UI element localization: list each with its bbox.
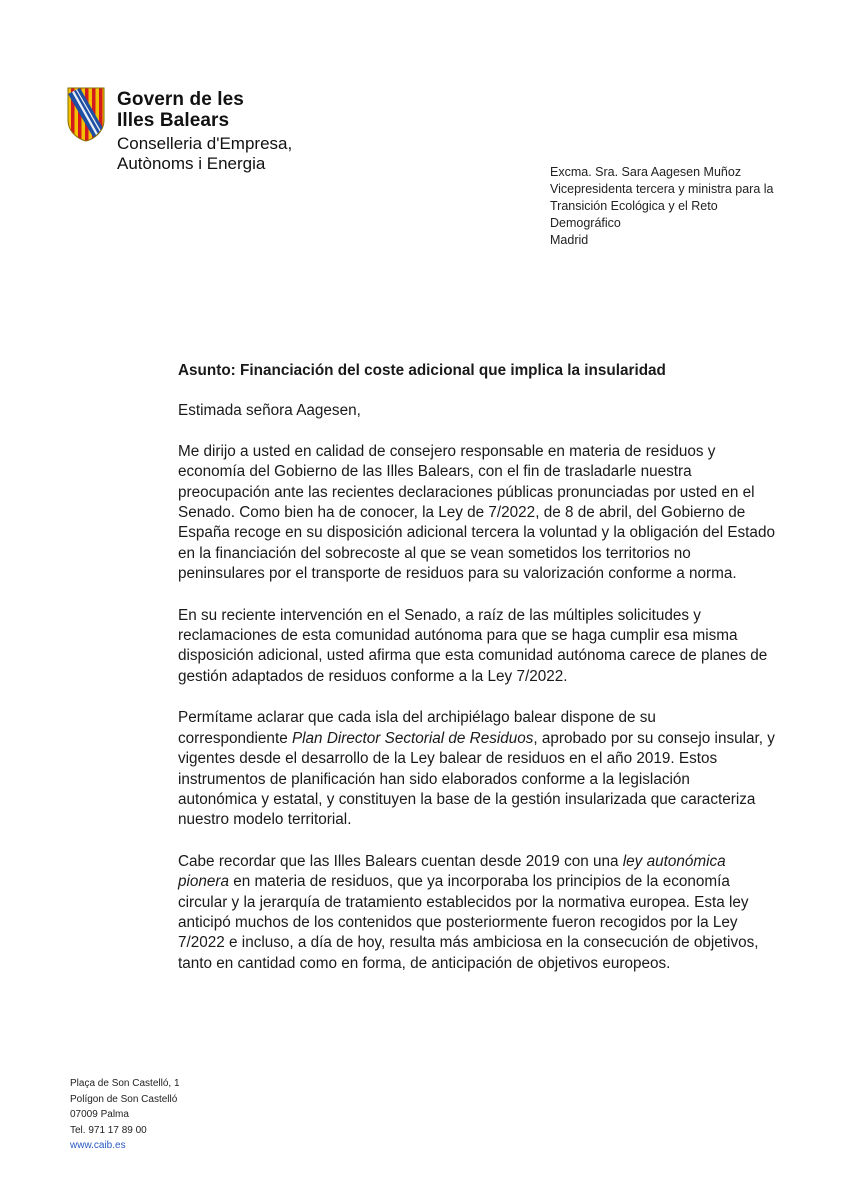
paragraph-line: Senado. Como bien ha de conocer, la Ley de 7/2022, de 8 de abril, del Gobierno de: [178, 504, 746, 522]
address-line-2: Polígon de Son Castelló: [70, 1093, 178, 1105]
recipient-title-3: Demográfico: [550, 216, 621, 230]
plan-director-title: Plan Director Sectorial de Residuos: [291, 729, 534, 747]
paragraph-line: autonómica y estatal, y constituyen la base de la gestión insularizada que caracteriza: [178, 790, 756, 808]
paragraph-line: [178, 852, 778, 872]
paragraph-line: España recoge en su disposición adicional tercera la voluntad y la obligación del Estado: [178, 524, 775, 542]
paragraph-line: En su reciente intervención en el Senado, a raíz de las múltiples solicitudes y: [178, 606, 701, 624]
paragraph-line: economía del Gobierno de las Illes Balears, con el fin de trasladarle nuestra: [178, 463, 692, 481]
paragraph-line: en la financiación del sobrecoste al que se vean sometidos los territorios no: [178, 544, 691, 562]
org-name-line-1: Govern de les: [117, 89, 244, 110]
org-name-line-2: Illes Balears: [117, 110, 230, 131]
paragraph-line: nuestro modelo territorial.: [178, 811, 352, 829]
paragraph-line: preocupación ante las recientes declaraciones públicas pronunciadas por usted en el: [178, 483, 755, 501]
footer-address: [70, 1076, 180, 1154]
paragraph-1: [178, 442, 778, 585]
paragraph-line: Me dirijo a usted en calidad de consejero responsable en materia de residuos y: [178, 442, 716, 460]
govern-shield-logo: [66, 86, 106, 142]
recipient-title-1: Vicepresidenta tercera y ministra para la: [550, 182, 774, 196]
recipient-block: [550, 164, 800, 249]
emphasis-text: ley autonómica: [622, 852, 726, 870]
address-line-3: 07009 Palma: [70, 1109, 129, 1120]
paragraph-line: instrumentos de planificación han sido elaborados conforme a la legislación: [178, 770, 690, 788]
paragraph-line: reclamaciones de esta comunidad autónoma para que se haga cumplir esa misma: [178, 627, 738, 645]
paragraph-line: 7/2022 e incluso, a día de hoy, resulta más ambiciosa en la consecución de objetivos,: [178, 934, 759, 952]
paragraph-line: tanto en cantidad como en forma, de anticipación de objetivos europeos.: [178, 954, 671, 972]
paragraph-line: disposición adicional, usted afirma que esta comunidad autónoma carece de planes de: [178, 647, 768, 665]
letter-subject: Asunto: Financiación del coste adicional que implica la insularidad: [178, 362, 666, 379]
paragraph-line: vigentes desde el desarrollo de la Ley balear de residuos en el año 2019. Estos: [178, 750, 718, 768]
recipient-city: Madrid: [550, 233, 589, 247]
paragraph-line: [178, 729, 778, 749]
paragraph-line: peninsulares por el transporte de residuos para su valorización conforme a norma.: [178, 565, 737, 583]
address-line-1: Plaça de Son Castelló, 1: [70, 1078, 180, 1089]
organization-header: [117, 89, 292, 174]
paragraph-4: [178, 852, 778, 974]
letter-body: [178, 361, 778, 995]
text-run: Cabe recordar que las Illes Balears cuentan desde 2019 con una: [178, 852, 623, 870]
phone-number: Tel. 971 17 89 00: [70, 1124, 147, 1136]
paragraph-2: [178, 606, 778, 688]
paragraph-line: circular y la jerarquía de tratamiento establecidos por la normativa europea. Esta ley: [178, 893, 749, 911]
text-run: , aprobado por su consejo insular, y: [533, 729, 775, 747]
paragraph-line: anticipó muchos de los contenidos que posteriormente fueron recogidos por la Ley: [178, 913, 738, 931]
paragraph-line: Permítame aclarar que cada isla del archipiélago balear dispone de su: [178, 709, 656, 727]
letter-greeting: Estimada señora Aagesen,: [178, 402, 361, 420]
department-line-2: Autònoms i Energia: [117, 154, 266, 173]
text-run: correspondiente: [178, 729, 292, 747]
department-line-1: Conselleria d'Empresa,: [117, 134, 293, 153]
paragraph-3: [178, 708, 778, 830]
paragraph-line: [178, 872, 778, 892]
emphasis-text: pionera: [178, 873, 230, 891]
text-run: en materia de residuos, que ya incorporaba los principios de la economía: [229, 873, 730, 891]
website-link[interactable]: www.caib.es: [70, 1140, 126, 1151]
recipient-title-2: Transición Ecológica y el Reto: [550, 199, 718, 213]
paragraph-line: gestión adaptados de residuos conforme a la Ley 7/2022.: [178, 667, 568, 685]
recipient-name: Excma. Sra. Sara Aagesen Muñoz: [550, 165, 742, 179]
